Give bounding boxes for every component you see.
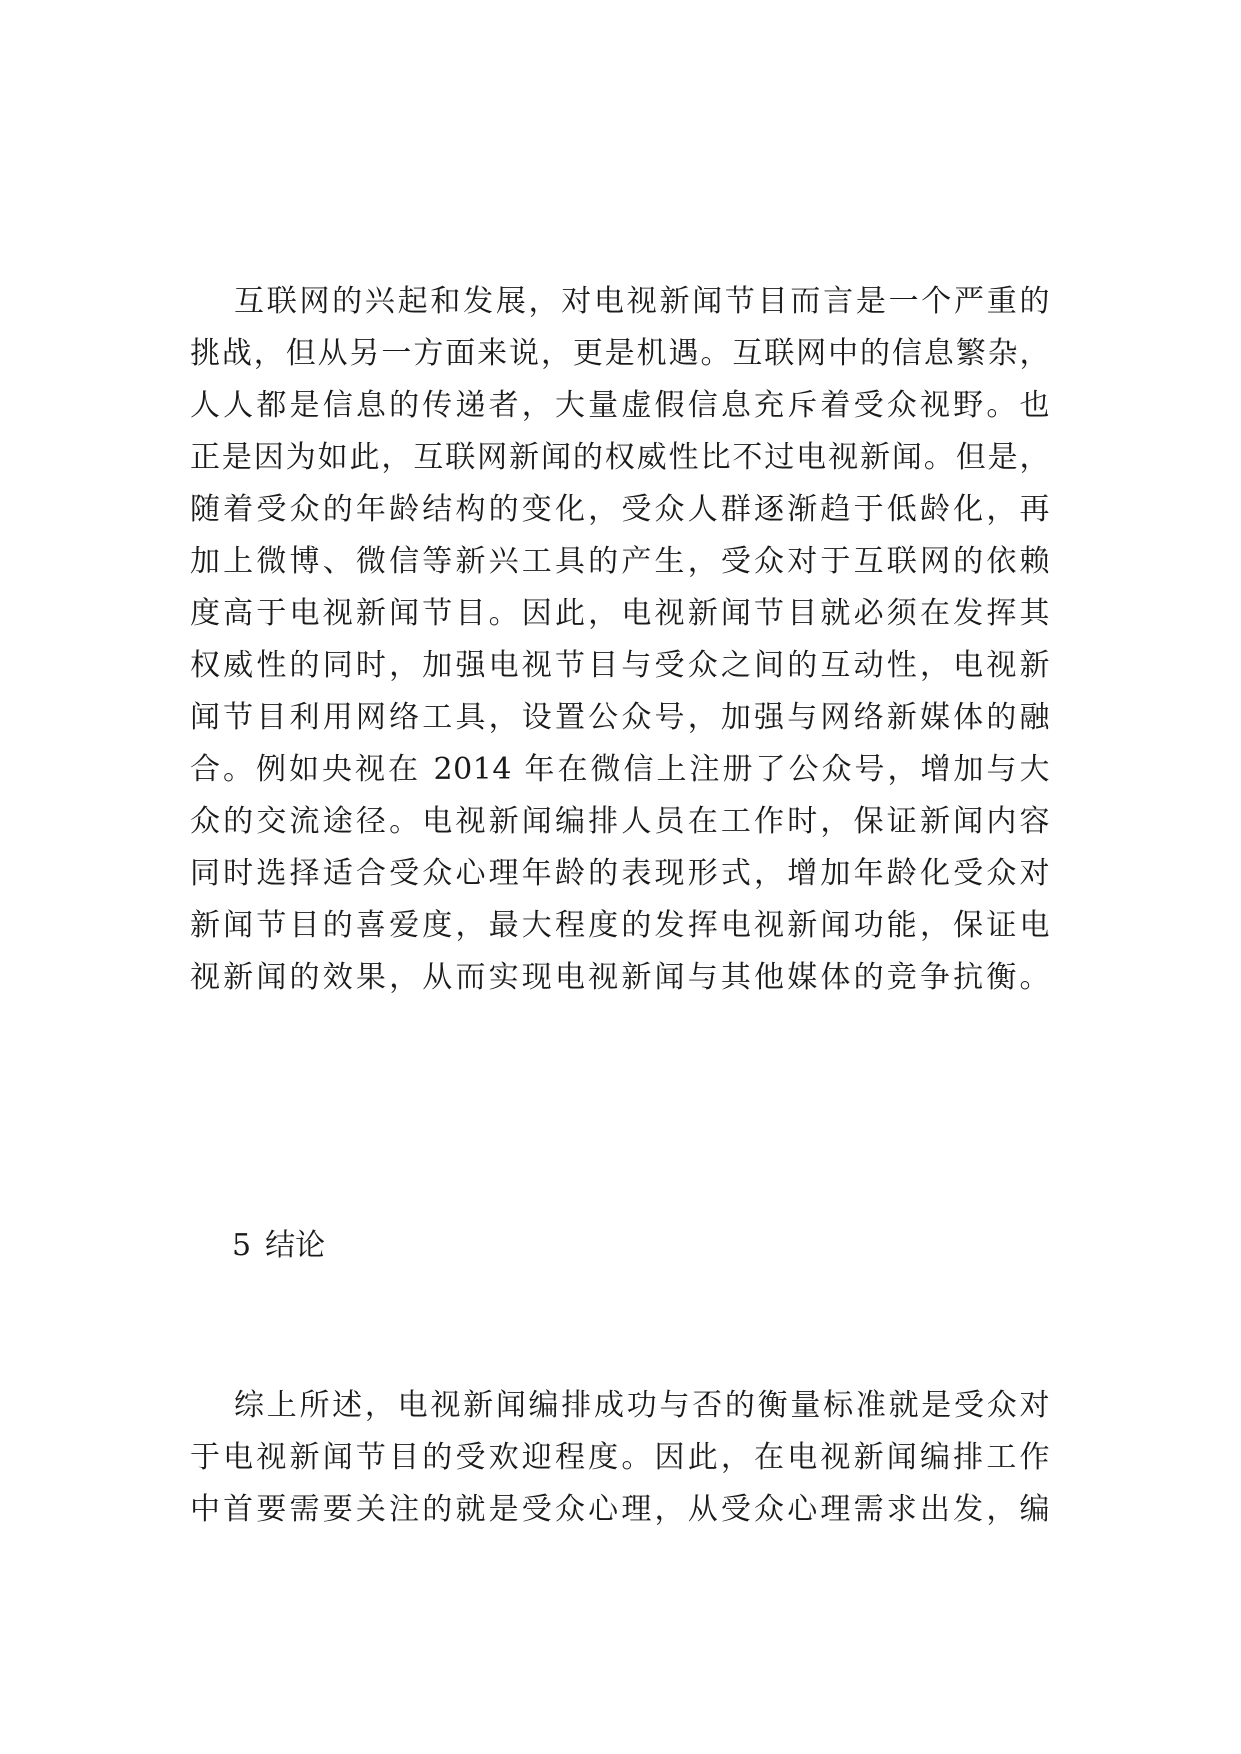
paragraph-line: 挑战，但从另一方面来说，更是机遇。互联网中的信息繁杂， bbox=[190, 336, 1050, 371]
paragraph-line: 中首要需要关注的就是受众心理，从受众心理需求出发，编 bbox=[190, 1492, 1050, 1527]
section-title: 结论 bbox=[265, 1228, 326, 1263]
section-heading-conclusion bbox=[232, 1220, 325, 1272]
paragraph-line: 互联网的兴起和发展，对电视新闻节目而言是一个严重的 bbox=[234, 284, 1050, 319]
paragraph-line: 合。例如央视在 2014 年在微信上注册了公众号，增加与大 bbox=[190, 752, 1050, 787]
paragraph-internet-challenge bbox=[190, 276, 1060, 1004]
paragraph-line: 权威性的同时，加强电视节目与受众之间的互动性，电视新 bbox=[190, 648, 1050, 683]
paragraph-line: 加上微博、微信等新兴工具的产生，受众对于互联网的依赖 bbox=[190, 544, 1050, 579]
paragraph-conclusion bbox=[190, 1380, 1060, 1536]
paragraph-line: 人人都是信息的传递者，大量虚假信息充斥着受众视野。也 bbox=[190, 388, 1050, 423]
paragraph-line: 度高于电视新闻节目。因此，电视新闻节目就必须在发挥其 bbox=[190, 596, 1050, 631]
paragraph-line: 于电视新闻节目的受欢迎程度。因此，在电视新闻编排工作 bbox=[190, 1440, 1050, 1475]
paragraph-line: 众的交流途径。电视新闻编排人员在工作时，保证新闻内容 bbox=[190, 804, 1050, 839]
paragraph-line: 随着受众的年龄结构的变化，受众人群逐渐趋于低龄化，再 bbox=[190, 492, 1050, 527]
paragraph-line: 新闻节目的喜爱度，最大程度的发挥电视新闻功能，保证电 bbox=[190, 908, 1050, 943]
paragraph-line: 视新闻的效果，从而实现电视新闻与其他媒体的竞争抗衡。 bbox=[190, 960, 1050, 995]
paragraph-line: 综上所述，电视新闻编排成功与否的衡量标准就是受众对 bbox=[234, 1388, 1050, 1423]
paragraph-line: 闻节目利用网络工具，设置公众号，加强与网络新媒体的融 bbox=[190, 700, 1050, 735]
section-number: 5 bbox=[232, 1228, 252, 1263]
paragraph-line: 同时选择适合受众心理年龄的表现形式，增加年龄化受众对 bbox=[190, 856, 1050, 891]
paragraph-line: 正是因为如此，互联网新闻的权威性比不过电视新闻。但是， bbox=[190, 440, 1050, 475]
